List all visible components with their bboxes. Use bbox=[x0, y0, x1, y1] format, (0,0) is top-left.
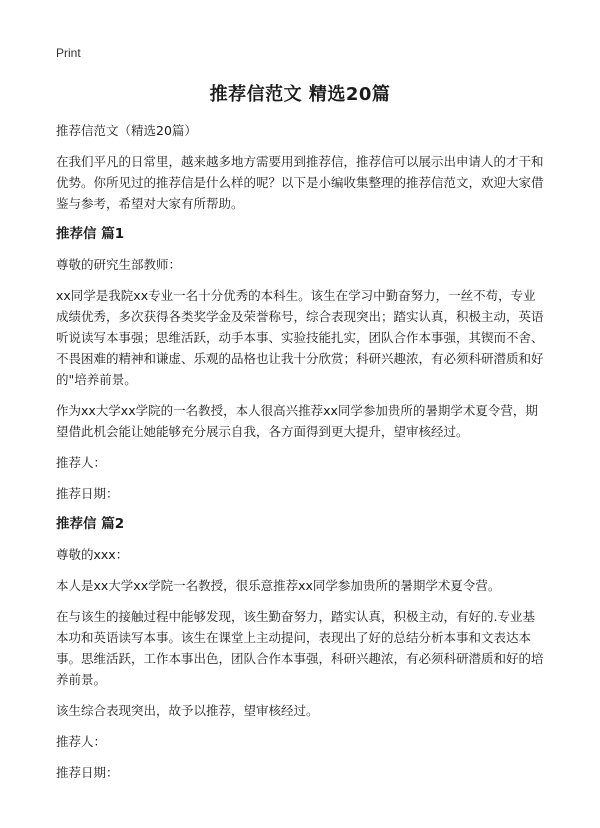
section-heading-1: 推荐信 篇1 bbox=[56, 226, 125, 242]
print-link[interactable]: Print bbox=[56, 46, 81, 60]
section-1-paragraph-2: 作为xx大学xx学院的一名教授，本人很高兴推荐xx同学参加贵所的暑期学术夏令营，期望借此机会能让她能够充分展示自我，各方面得到更大提升，望审核经过。 bbox=[56, 403, 538, 439]
recommender-line-1: 推荐人： bbox=[56, 455, 107, 470]
article-body bbox=[56, 120, 546, 793]
section-2-paragraph-2: 在与该生的接触过程中能够发现，该生勤奋努力，踏实认真，积极主动，有好的.专业基本功和英语读写本事。该生在课堂上主动提问，表现出了好的总结分析本事和文表达本事。思维活跃，工作本事出色，团队合作本事强，科研兴趣浓，有必须科研潜质和好的培养前景。 bbox=[56, 609, 544, 687]
section-heading-2: 推荐信 篇2 bbox=[56, 516, 125, 532]
recommender-line-2: 推荐人： bbox=[56, 734, 107, 749]
intro-paragraph: 在我们平凡的日常里，越来越多地方需要用到推荐信，推荐信可以展示出申请人的才干和优势。你所见过的推荐信是什么样的呢？以下是小编收集整理的推荐信范文，欢迎大家借鉴与参考，希望对大家有所帮助。 bbox=[56, 154, 544, 211]
salutation-2: 尊敬的xxx： bbox=[56, 547, 129, 562]
date-line-1: 推荐日期： bbox=[56, 486, 119, 501]
section-2-paragraph-1: 本人是xx大学xx学院一名教授，很乐意推荐xx同学参加贵所的暑期学术夏令营。 bbox=[56, 578, 501, 593]
date-line-2: 推荐日期： bbox=[56, 765, 119, 780]
page-title: 推荐信范文 精选20篇 bbox=[209, 84, 391, 105]
section-2-paragraph-3: 该生综合表现突出，故予以推荐，望审核经过。 bbox=[56, 703, 319, 718]
section-1-paragraph-1: xx同学是我院xx专业一名十分优秀的本科生。该生在学习中勤奋努力，一丝不苟，专业成绩优秀，多次获得各类奖学金及荣誉称号，综合表现突出；踏实认真，积极主动，英语听说读写本事强；思维活跃，动手本事、实验技能扎实，团队合作本事强，其锲而不舍、不畏困难的精神和谦虚、乐观的品格也让我十分欣赏；科研兴趣浓，有必须科研潜质和好的"培养前景。 bbox=[56, 288, 544, 387]
salutation-1: 尊敬的研究生部教师： bbox=[56, 257, 182, 272]
article-subtitle: 推荐信范文（精选20篇） bbox=[56, 123, 197, 138]
